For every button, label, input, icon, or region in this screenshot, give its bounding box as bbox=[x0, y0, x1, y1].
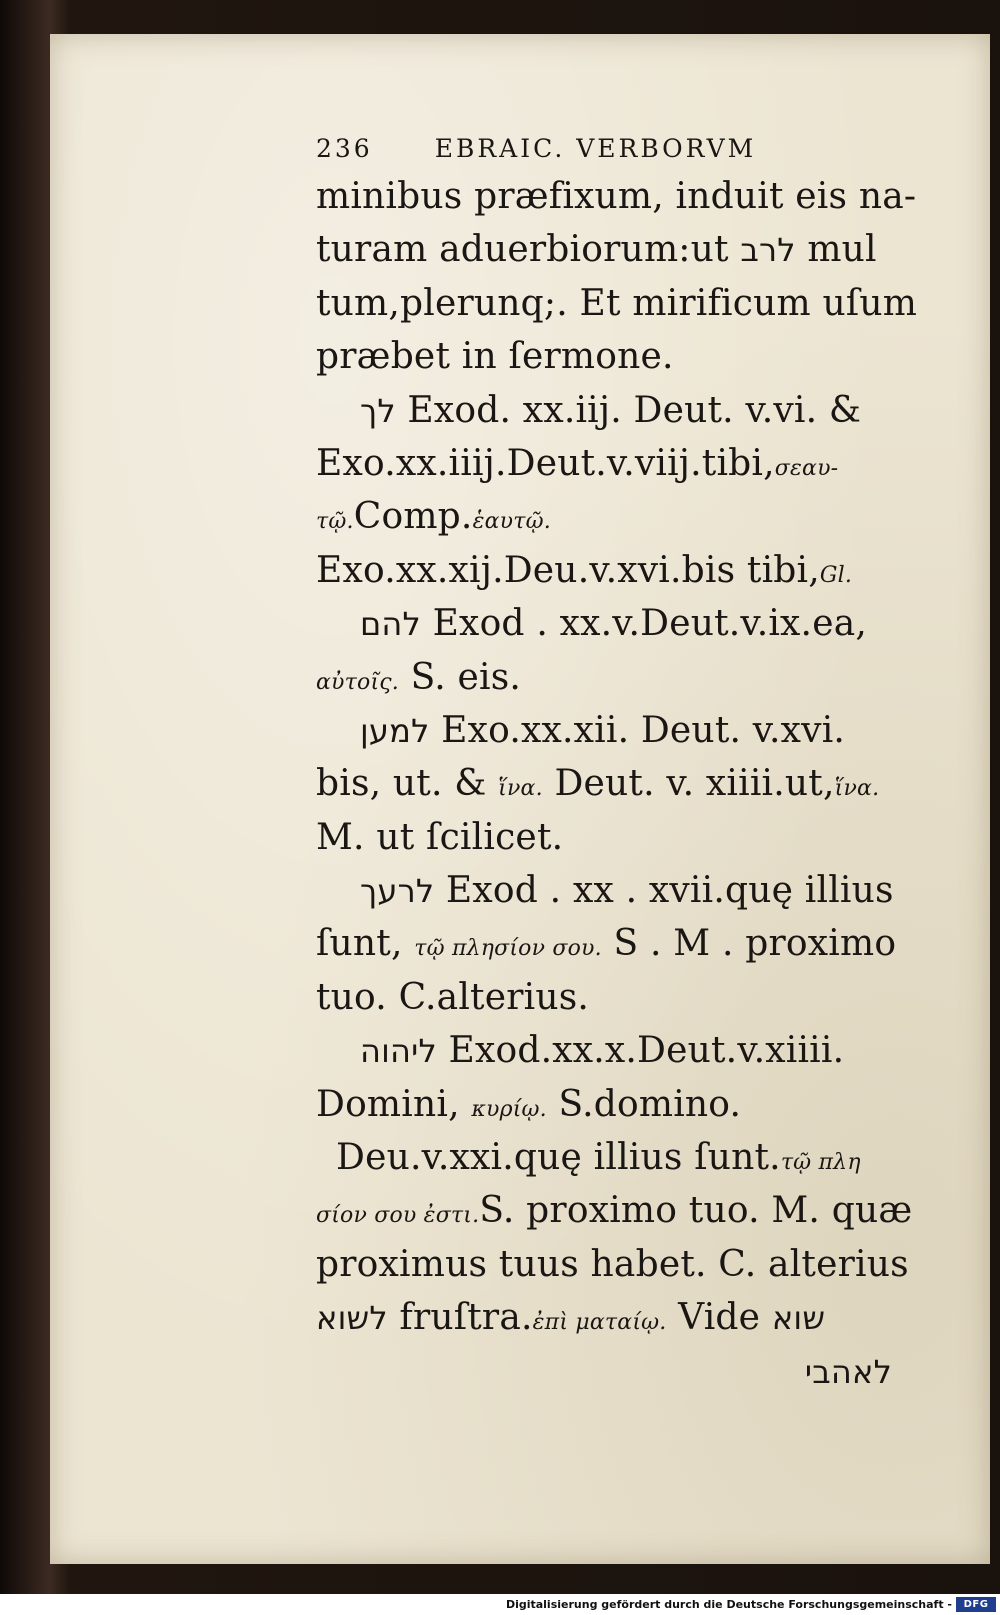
footer-bar bbox=[0, 1594, 1000, 1615]
text-line: τῷ.Comp.ἑαυτῷ. bbox=[316, 496, 551, 538]
running-head bbox=[316, 128, 956, 170]
hebrew-word: לך bbox=[360, 391, 396, 430]
text-line: למען Exo.xx.xii. Deut. v.xvi. bbox=[360, 709, 846, 751]
text-line: præbet in ſermone. bbox=[316, 336, 674, 378]
dfg-logo: DFG bbox=[956, 1597, 996, 1612]
hebrew-word: לרב bbox=[740, 231, 796, 270]
text-line: tuo. C.alterius. bbox=[316, 976, 590, 1018]
hebrew-word: להם bbox=[360, 605, 421, 644]
text-line: turam aduerbiorum:ut לרב mul bbox=[316, 229, 877, 271]
greek-word: κυρίῳ. bbox=[471, 1096, 547, 1122]
text-line: αὐτοῖς. S. eis. bbox=[316, 656, 522, 698]
greek-word: Gl. bbox=[819, 562, 853, 588]
text-line: σίον σου ἐστι.S. proximo tuo. M. quæ bbox=[316, 1190, 913, 1232]
greek-word: ἵνα. bbox=[834, 776, 880, 802]
greek-word: τῷ πλησίον σου. bbox=[414, 936, 602, 962]
hebrew-word: לרעך bbox=[360, 872, 435, 911]
footer-credit: Digitalisierung gefördert durch die Deutsche Forschungsgemeinschaft - bbox=[505, 1598, 952, 1611]
greek-word: ἵνα. bbox=[498, 776, 543, 802]
hebrew-word: לאהבי bbox=[804, 1352, 892, 1391]
greek-word: ἐπὶ ματαίῳ. bbox=[532, 1310, 667, 1336]
text-line: ליהוה Exod.xx.x.Deut.v.xiiii. bbox=[360, 1030, 845, 1072]
text-line: bis, ut. & ἵνα. Deut. v. xiiii.ut,ἵνα. bbox=[316, 763, 880, 805]
hebrew-word: ליהוה bbox=[360, 1032, 437, 1071]
text-line: minibus præfixum, induit eis na- bbox=[316, 176, 917, 217]
text-line: M. ut ſcilicet. bbox=[316, 816, 564, 858]
text-line: להם Exod . xx.v.Deut.v.ix.ea, bbox=[360, 603, 868, 645]
text-line: proximus tuus habet. C. alterius bbox=[316, 1243, 909, 1285]
text-line: tum,plerunq;. Et mirificum uſum bbox=[316, 282, 918, 324]
hebrew-word: למען bbox=[360, 711, 430, 750]
text-line: Exo.xx.iiij.Deut.v.viij.tibi,σεαυ- bbox=[316, 442, 839, 484]
text-line: ſunt, τῷ πλησίον σου. S . M . proximo bbox=[316, 923, 897, 965]
greek-word: σίον σου ἐστι. bbox=[316, 1203, 480, 1229]
hebrew-word: שוא bbox=[771, 1299, 826, 1338]
greek-word: σεαυ- bbox=[774, 455, 839, 481]
text-line: לשוא fruſtra.ἐπὶ ματαίῳ. Vide שוא bbox=[316, 1297, 826, 1339]
page-number: 236 bbox=[316, 134, 373, 163]
greek-word: τῷ. bbox=[316, 509, 354, 535]
catchword bbox=[316, 1345, 956, 1398]
text-line: Exo.xx.xij.Deu.v.xvi.bis tibi,Gl. bbox=[316, 549, 853, 591]
text-line: לרעך Exod . xx . xvii.quę illius bbox=[360, 870, 894, 912]
text-line: Deu.v.xxi.quę illius ſunt.τῷ πλη bbox=[336, 1137, 861, 1179]
greek-word: ἑαυτῷ. bbox=[472, 509, 551, 535]
greek-word: τῷ πλη bbox=[780, 1150, 861, 1176]
text-line: לך Exod. xx.iij. Deut. v.vi. & bbox=[360, 389, 862, 431]
hebrew-word: לשוא bbox=[316, 1299, 388, 1338]
running-head-title: EBRAIC. VERBORVM bbox=[434, 134, 757, 163]
text-line: Domini, κυρίῳ. S.domino. bbox=[316, 1083, 742, 1125]
text-block bbox=[316, 128, 956, 1398]
greek-word: αὐτοῖς. bbox=[316, 669, 399, 695]
